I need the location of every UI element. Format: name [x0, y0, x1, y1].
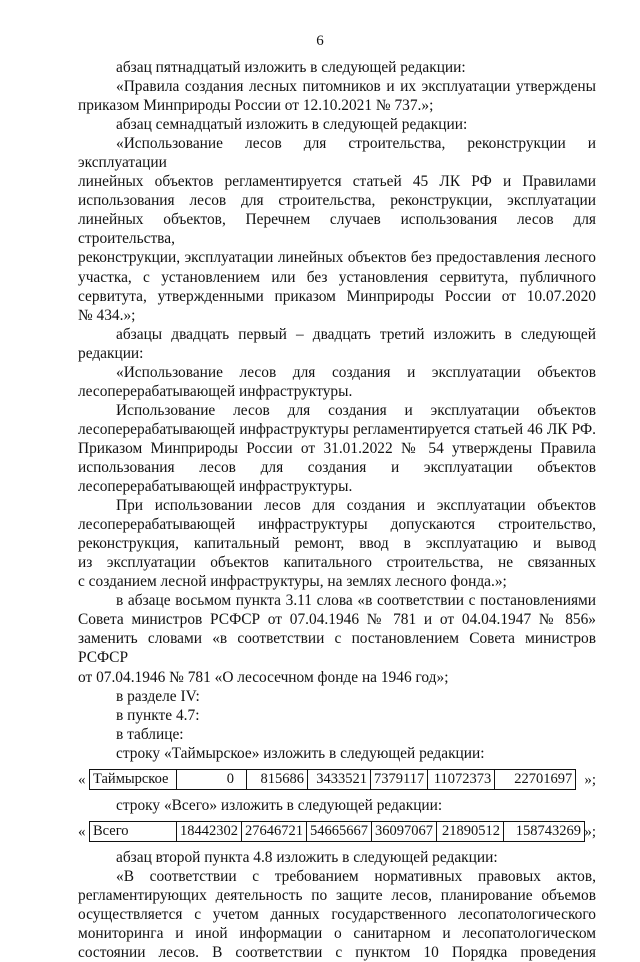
table-cell: Всего — [90, 821, 177, 841]
table-cell: 18442302 — [177, 821, 242, 841]
text-line: приказом Минприроды России от 12.10.2021 № 737.»; — [78, 97, 434, 115]
text-line: «Использование лесов для создания и эксплуатации объектов — [116, 363, 596, 381]
table-cell: 27646721 — [242, 821, 307, 841]
replacement-row-table — [89, 821, 585, 842]
text-line: № 434.»; — [78, 306, 136, 324]
open-quote: « — [78, 771, 86, 788]
text-line: с созданием лесной инфраструктуры, на землях лесного фонда.»; — [78, 573, 507, 591]
text-line: в разделе IV: — [116, 687, 200, 705]
text-line: в абзаце восьмом пункта 3.11 слова «в соответствии с постановлениями — [116, 592, 596, 610]
text-line: строку «Всего» изложить в следующей редакции: — [116, 796, 443, 814]
text-line: от 07.04.1946 № 781 «О лесосечном фонде на 1946 год»; — [78, 668, 449, 686]
text-line: реконструкция, капитальный ремонт, ввод в эксплуатацию и вывод — [78, 535, 596, 553]
document-body — [78, 58, 596, 962]
text-line: в таблице: — [116, 725, 184, 743]
text-line: использования лесов для строительства, реконструкции, эксплуатации — [78, 192, 596, 210]
text-line: линейных объектов регламентируется статьей 45 ЛК РФ и Правилами — [78, 173, 596, 191]
text-line: заменить словами «в соответствии с постановлением Совета министров РСФСР — [78, 630, 596, 667]
text-line: регламентирующих деятельность по защите лесов, планирование объемов — [78, 886, 596, 904]
text-line: лесоперерабатывающей инфраструктуры регламентируется статьей 46 ЛК РФ. — [78, 420, 596, 438]
text-line: реконструкции, эксплуатации линейных объектов без предоставления лесного — [78, 249, 596, 267]
text-line: редакции: — [78, 344, 144, 362]
text-line: использования лесов для создания и эксплуатации объектов — [78, 458, 596, 476]
text-line: линейных объектов, Перечнем случаев использования лесов для строительства, — [78, 211, 596, 248]
text-line: абзац второй пункта 4.8 изложить в следующей редакции: — [116, 848, 498, 866]
text-line: осуществляется с учетом данных государственного лесопатологического — [78, 905, 596, 923]
table-cell: 3433521 — [308, 769, 371, 789]
table-cell: 7379117 — [371, 769, 428, 789]
text-line: «Использование лесов для строительства, реконструкции и эксплуатации — [78, 135, 596, 172]
text-line: «Правила создания лесных питомников и их эксплуатации утверждены — [116, 78, 596, 96]
text-line: лесоперерабатывающей инфраструктуры допускаются строительство, — [78, 516, 596, 534]
text-line: Совета министров РСФСР от 07.04.1946 № 781 и от 04.04.1947 № 856» — [78, 611, 596, 629]
replacement-row-table — [89, 769, 576, 790]
text-line: При использовании лесов для создания и эксплуатации объектов — [116, 497, 596, 515]
table-cell: 158743269 — [504, 821, 585, 841]
table-cell: 36097067 — [372, 821, 437, 841]
table-cell: 21890512 — [437, 821, 504, 841]
table-row-vsego — [78, 821, 596, 843]
text-line: сервитута, утвержденными приказом Минприроды России от 10.07.2020 — [78, 287, 596, 305]
table-cell: 815686 — [247, 769, 308, 789]
table-cell: 54665667 — [307, 821, 372, 841]
table-cell: 0 — [177, 769, 247, 789]
text-line: Использование лесов для создания и эксплуатации объектов — [116, 401, 596, 419]
text-line: абзац семнадцатый изложить в следующей редакции: — [116, 116, 468, 134]
text-line: состоянии лесов. В соответствии с пунктом 10 Порядка проведения — [78, 944, 596, 962]
text-line: абзац пятнадцатый изложить в следующей редакции: — [116, 59, 466, 76]
text-line: из эксплуатации объектов капитального строительства, не связанных — [78, 554, 596, 572]
table-cell: 22701697 — [495, 769, 576, 789]
table-cell: 11072373 — [428, 769, 495, 789]
close-quote: »; — [584, 823, 596, 840]
table-row-taymyr — [78, 769, 596, 791]
text-line: «В соответствии с требованием нормативных правовых актов, — [116, 867, 596, 885]
text-line: лесоперерабатывающей инфраструктуры. — [78, 382, 353, 400]
text-line: Приказом Минприроды России от 31.01.2022 № 54 утверждены Правила — [78, 439, 596, 457]
text-line: мониторинга и иной информации о санитарном и лесопатологическом — [78, 924, 596, 942]
text-line: в пункте 4.7: — [116, 706, 200, 724]
table-cell: Таймырское — [90, 769, 177, 789]
open-quote: « — [78, 823, 86, 840]
text-line: строку «Таймырское» изложить в следующей редакции: — [116, 744, 485, 762]
close-quote: »; — [584, 771, 596, 788]
page-number: 6 — [316, 33, 324, 49]
text-line: лесоперерабатывающей инфраструктуры. — [78, 478, 353, 496]
text-line: участка, с установлением или без установления сервитута, публичного — [78, 268, 596, 286]
text-line: абзацы двадцать первый – двадцать третий изложить в следующей — [116, 325, 596, 343]
